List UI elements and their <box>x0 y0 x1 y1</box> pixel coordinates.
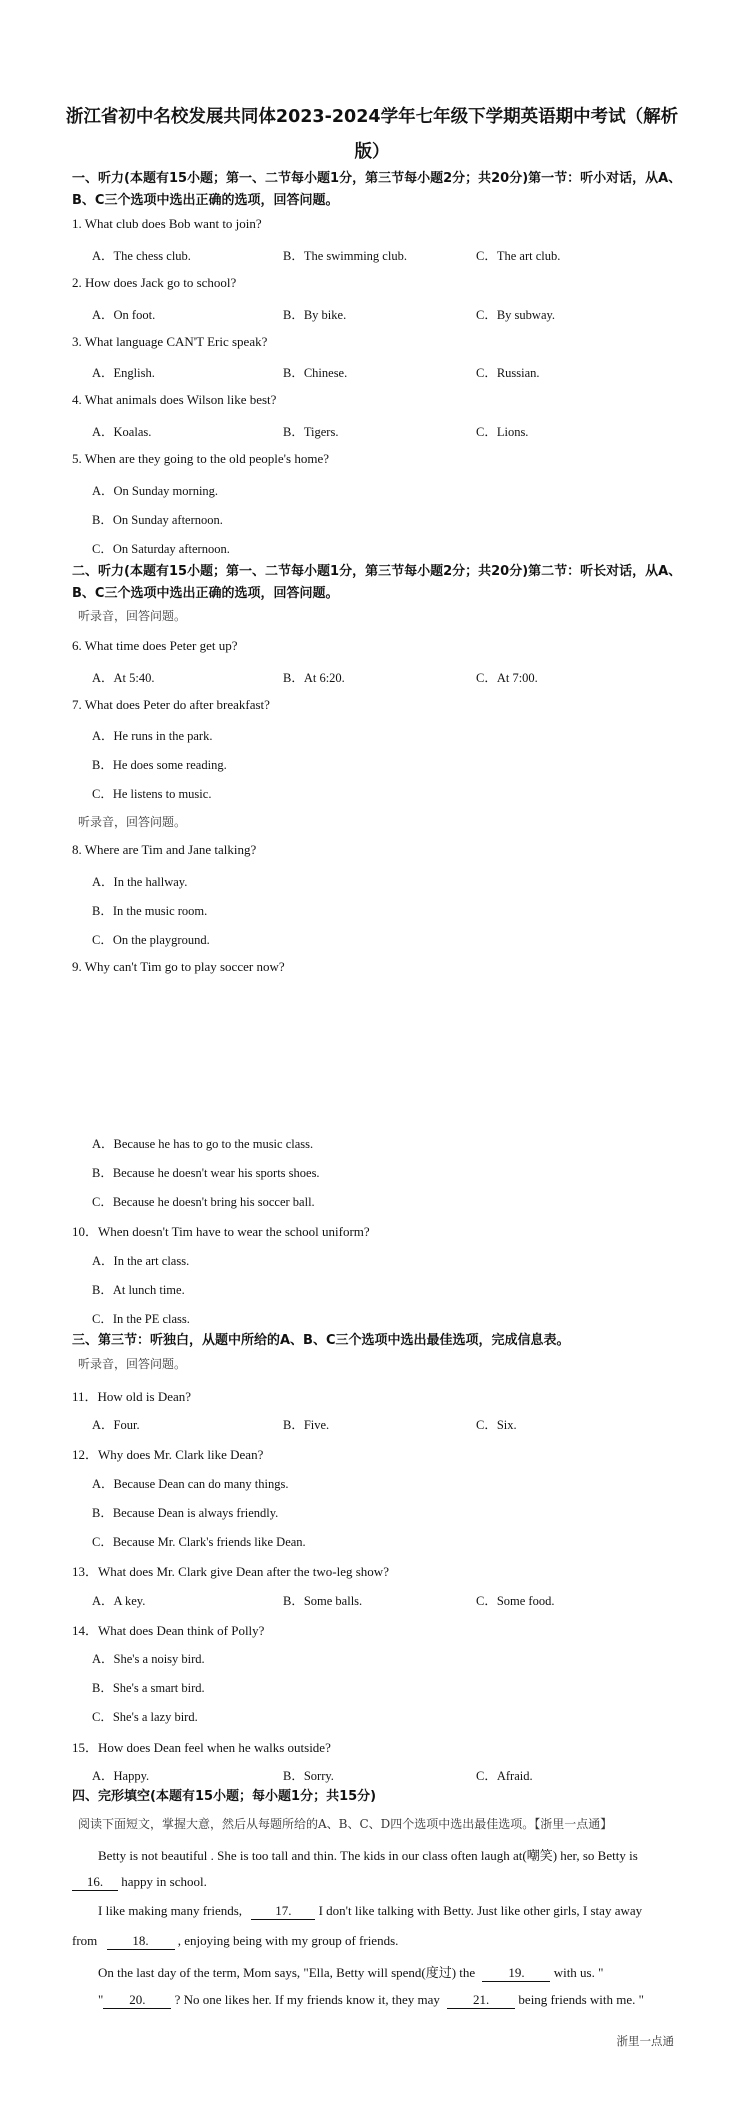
q14-option-a[interactable]: A．She's a noisy bird. <box>92 1652 205 1666</box>
q9-option-a[interactable]: A．Because he has to go to the music class. <box>92 1137 314 1151</box>
q4-option-b[interactable]: B．Tigers. <box>283 425 339 439</box>
cloze-text: On the last day of the term, Mom says, "Ella, Betty will spend(度过) the <box>98 1965 476 1980</box>
q11-option-a[interactable]: A．Four. <box>92 1418 140 1432</box>
cloze-text: being friends with me. " <box>518 1992 644 2007</box>
cloze-text: with us. " <box>553 1965 604 1980</box>
q14-option-b[interactable]: B．She's a smart bird. <box>92 1681 205 1695</box>
q6-option-a[interactable]: A．At 5:40. <box>92 671 155 685</box>
question-2: 2. How does Jack go to school? <box>72 275 237 290</box>
q1-option-b[interactable]: B．The swimming club. <box>283 249 407 263</box>
q7-option-c[interactable]: C．He listens to music. <box>92 787 212 801</box>
question-7: 7. What does Peter do after breakfast? <box>72 697 270 712</box>
cloze-text: ? No one likes her. If my friends know it, they may <box>174 1992 440 2007</box>
q9-option-c[interactable]: C．Because he doesn't bring his soccer ball. <box>92 1195 315 1209</box>
cloze-text: I don't like talking with Betty. Just like other girls, I stay away <box>315 1903 643 1918</box>
cloze-line-1: Betty is not beautiful . She is too tall and thin. The kids in our class often laugh at(嘲笑) her, so Betty is <box>98 1848 638 1863</box>
q6-option-c[interactable]: C．At 7:00. <box>476 671 538 685</box>
question-9: 9. Why can't Tim go to play soccer now? <box>72 959 285 974</box>
question-12: 12．Why does Mr. Clark like Dean? <box>72 1447 264 1462</box>
q13-option-a[interactable]: A．A key. <box>92 1594 146 1608</box>
cloze-text: " <box>98 1992 104 2007</box>
section-4-heading: 四、完形填空(本题有15小题；每小题1分；共15分) <box>72 1789 377 1804</box>
question-4: 4. What animals does Wilson like best? <box>72 392 277 407</box>
cloze-instruction: 阅读下面短文，掌握大意，然后从每题所给的A、B、C、D四个选项中选出最佳选项。【浙里一点通】 <box>78 1817 613 1831</box>
question-6: 6. What time does Peter get up? <box>72 638 238 653</box>
blank-18[interactable]: 18. <box>107 1933 175 1950</box>
q7-option-b[interactable]: B．He does some reading. <box>92 758 227 772</box>
cloze-text: I like making many friends, <box>98 1903 243 1918</box>
q4-option-c[interactable]: C．Lions. <box>476 425 529 439</box>
cloze-text: , enjoying being with my group of friends. <box>177 1933 399 1948</box>
question-8: 8. Where are Tim and Jane talking? <box>72 842 257 857</box>
q7-option-a[interactable]: A．He runs in the park. <box>92 729 213 743</box>
q13-option-c[interactable]: C．Some food. <box>476 1594 555 1608</box>
question-14: 14．What does Dean think of Polly? <box>72 1623 265 1638</box>
blank-19[interactable]: 19. <box>482 1965 550 1982</box>
listen-note: 听录音，回答问题。 <box>78 609 187 623</box>
q10-option-b[interactable]: B．At lunch time. <box>92 1283 185 1297</box>
q3-option-c[interactable]: C．Russian. <box>476 366 540 380</box>
blank-21[interactable]: 21. <box>447 1992 515 2009</box>
q1-option-a[interactable]: A．The chess club. <box>92 249 191 263</box>
q3-option-a[interactable]: A．English. <box>92 366 155 380</box>
q8-option-b[interactable]: B．In the music room. <box>92 904 208 918</box>
q12-option-a[interactable]: A．Because Dean can do many things. <box>92 1477 289 1491</box>
blank-17[interactable]: 17. <box>251 1903 315 1920</box>
section-1-heading: 一、听力(本题有15小题；第一、二节每小题1分，第三节每小题2分；共20分)第一节：听小对话，从A、B、C三个选项中选出正确的选项，回答问题。 <box>72 171 682 208</box>
question-3: 3. What language CAN'T Eric speak? <box>72 334 268 349</box>
q5-option-c[interactable]: C．On Saturday afternoon. <box>92 542 230 556</box>
question-11: 11．How old is Dean? <box>72 1389 192 1404</box>
question-1: 1. What club does Bob want to join? <box>72 216 262 231</box>
q8-option-a[interactable]: A．In the hallway. <box>92 875 188 889</box>
q2-option-c[interactable]: C．By subway. <box>476 308 556 322</box>
blank-16[interactable]: 16. <box>72 1874 118 1891</box>
q14-option-c[interactable]: C．She's a lazy bird. <box>92 1710 198 1724</box>
question-13: 13．What does Mr. Clark give Dean after the two-leg show? <box>72 1564 389 1579</box>
q12-option-b[interactable]: B．Because Dean is always friendly. <box>92 1506 279 1520</box>
q13-option-b[interactable]: B．Some balls. <box>283 1594 363 1608</box>
q3-option-b[interactable]: B．Chinese. <box>283 366 348 380</box>
q10-option-c[interactable]: C．In the PE class. <box>92 1312 190 1326</box>
q8-option-c[interactable]: C．On the playground. <box>92 933 210 947</box>
q4-option-a[interactable]: A．Koalas. <box>92 425 152 439</box>
question-15: 15．How does Dean feel when he walks outside? <box>72 1740 331 1755</box>
cloze-text: happy in school. <box>118 1874 207 1889</box>
cloze-line-6 <box>98 1992 644 2009</box>
q15-option-c[interactable]: C．Afraid. <box>476 1769 533 1783</box>
question-5: 5. When are they going to the old people's home? <box>72 451 329 466</box>
section-3-heading: 三、第三节：听独白，从题中所给的A、B、C三个选项中选出最佳选项，完成信息表。 <box>72 1333 570 1348</box>
cloze-line-4 <box>72 1933 398 1950</box>
section-2-heading: 二、听力(本题有15小题；第一、二节每小题1分，第三节每小题2分；共20分)第二节：听长对话，从A、B、C三个选项中选出正确的选项，回答问题。 <box>72 564 682 601</box>
listen-note: 听录音，回答问题。 <box>78 1357 187 1371</box>
blank-20[interactable]: 20. <box>103 1992 171 2009</box>
question-10: 10．When doesn't Tim have to wear the school uniform? <box>72 1224 370 1239</box>
cloze-line-3 <box>98 1903 642 1920</box>
q2-option-b[interactable]: B．By bike. <box>283 308 347 322</box>
cloze-text: from <box>72 1933 98 1948</box>
page-footer: 浙里一点通 <box>616 2034 674 2048</box>
q15-option-b[interactable]: B．Sorry. <box>283 1769 334 1783</box>
q15-option-a[interactable]: A．Happy. <box>92 1769 150 1783</box>
cloze-line-2 <box>72 1874 207 1891</box>
q5-option-b[interactable]: B．On Sunday afternoon. <box>92 513 223 527</box>
q11-option-b[interactable]: B．Five. <box>283 1418 330 1432</box>
cloze-line-5 <box>98 1962 603 1982</box>
q10-option-a[interactable]: A．In the art class. <box>92 1254 190 1268</box>
page-title-cont: 版） <box>354 142 390 162</box>
q11-option-c[interactable]: C．Six. <box>476 1418 517 1432</box>
q9-option-b[interactable]: B．Because he doesn't wear his sports shoes. <box>92 1166 320 1180</box>
q2-option-a[interactable]: A．On foot. <box>92 308 156 322</box>
q5-option-a[interactable]: A．On Sunday morning. <box>92 484 219 498</box>
page-title: 浙江省初中名校发展共同体2023-2024学年七年级下学期英语期中考试（解析 <box>65 107 679 127</box>
q12-option-c[interactable]: C．Because Mr. Clark's friends like Dean. <box>92 1535 306 1549</box>
q6-option-b[interactable]: B．At 6:20. <box>283 671 345 685</box>
listen-note: 听录音，回答问题。 <box>78 815 187 829</box>
q1-option-c[interactable]: C．The art club. <box>476 249 561 263</box>
